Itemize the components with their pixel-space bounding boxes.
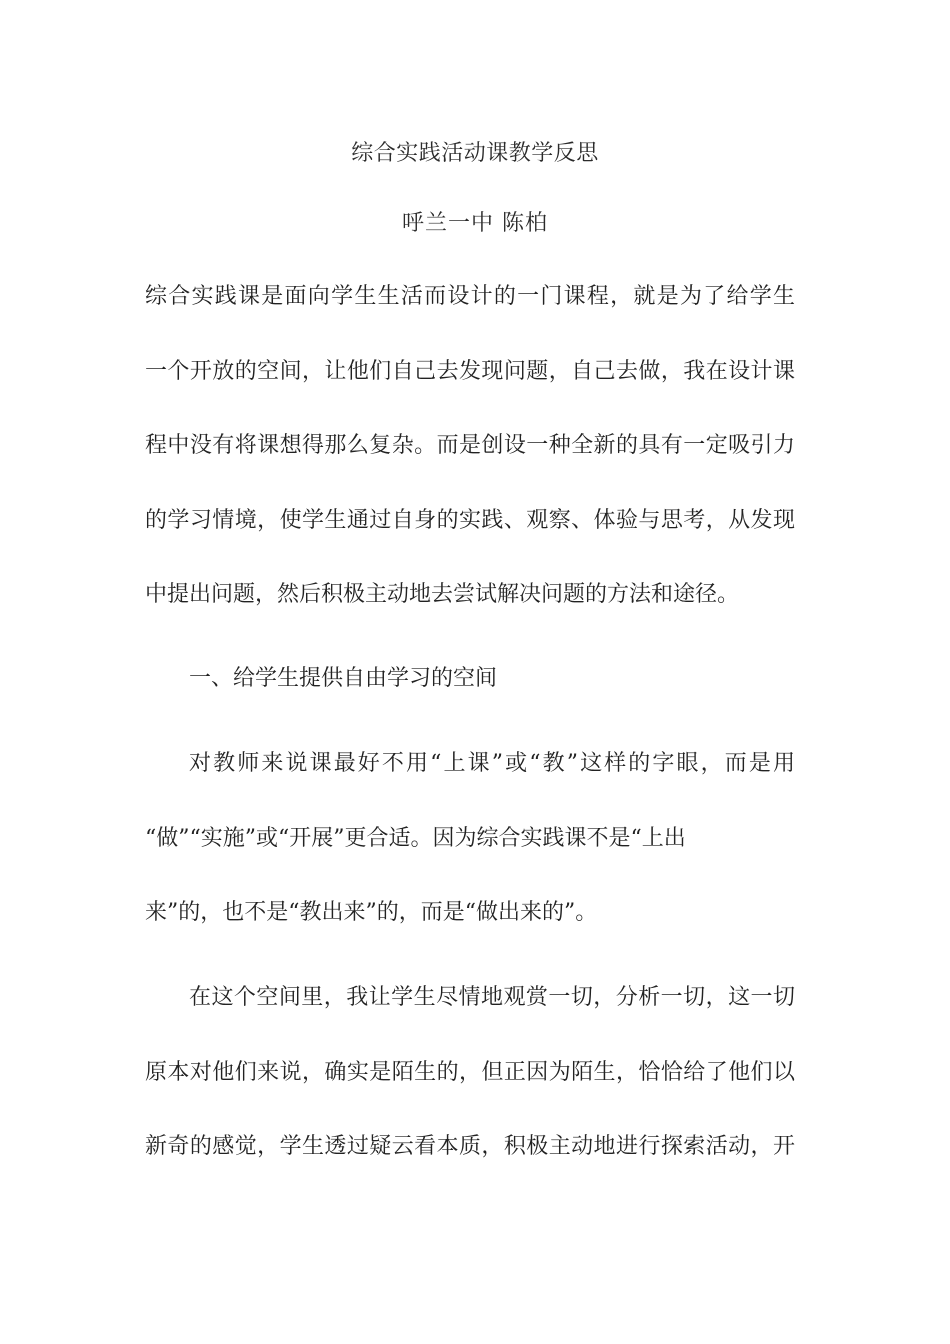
paragraph-line: 综合实践课是面向学生生活而设计的一门课程，就是为了给学生 (145, 284, 795, 309)
paragraph-line: 新奇的感觉，学生透过疑云看本质，积极主动地进行探索活动，开 (145, 1134, 795, 1159)
paragraph-line: 对教师来说课最好不用“上课”或“教”这样的字眼，而是用 (189, 751, 795, 776)
paragraph-line: 一个开放的空间，让他们自己去发现问题，自己去做，我在设计课 (145, 359, 795, 384)
paragraph-line: 的学习情境，使学生通过自身的实践、观察、体验与思考，从发现 (145, 508, 795, 533)
paragraph-line: 来”的，也不是“教出来”的，而是“做出来的”。 (145, 900, 598, 925)
paragraph-line: “做”“实施”或“开展”更合适。因为综合实践课不是“上出 (145, 826, 686, 851)
paragraph-line: 程中没有将课想得那么复杂。而是创设一种全新的具有一定吸引力 (145, 433, 795, 458)
section-heading: 一、给学生提供自由学习的空间 (189, 666, 498, 691)
document-author: 呼兰一中 陈柏 (402, 211, 548, 236)
document-title: 综合实践活动课教学反思 (351, 141, 599, 166)
paragraph-line: 在这个空间里，我让学生尽情地观赏一切，分析一切，这一切 (189, 985, 795, 1010)
paragraph-line: 中提出问题，然后积极主动地去尝试解决问题的方法和途径。 (145, 582, 740, 607)
paragraph-line: 原本对他们来说，确实是陌生的，但正因为陌生，恰恰给了他们以 (145, 1060, 795, 1085)
